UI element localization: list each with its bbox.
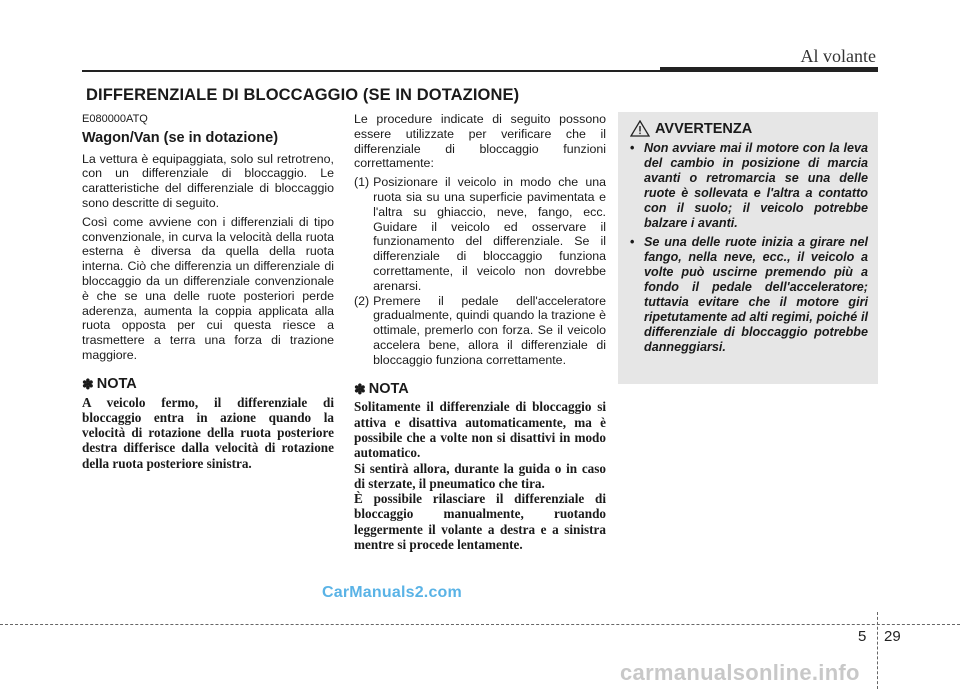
watermark-link[interactable]: CarManuals2.com [322, 584, 462, 601]
warning-text: Non avviare mai il motore con la leva del cambio in posizione di marcia avanti o retromarcia se una delle ruote è sollevata e l'altra a contatto con il suolo; il veicolo potrebbe balzare i avanti. [644, 141, 868, 230]
note-text [82, 395, 334, 471]
column-middle [354, 112, 606, 552]
footer-divider [877, 612, 878, 689]
note-paragraph: È possibile rilasciare il differenziale di bloccaggio manualmente, ruotando leggermente il volante a destra e a sinistra mentre si procede lentamente. [354, 491, 606, 553]
list-number: (2) [354, 293, 370, 308]
page-number: 29 [884, 628, 901, 645]
note-heading [82, 377, 334, 392]
warning-box [618, 112, 878, 384]
note-paragraph: Solitamente il differenziale di bloccaggio si attiva e disattiva automaticamente, ma è possibile che a volte non si disattivi in modo automatico. [354, 399, 606, 461]
paragraph: Le procedure indicate di seguito possono essere utilizzate per verificare che il differenziale di bloccaggio funzioni correttamente: [354, 112, 606, 171]
section-title: DIFFERENZIALE DI BLOCCAGGIO (SE IN DOTAZIONE) [86, 86, 520, 104]
subheading: Wagon/Van (se in dotazione) [82, 129, 279, 146]
note-title: NOTA [96, 375, 137, 392]
paragraph: La vettura è equipaggiata, solo sul retrotreno, con un differenziale di bloccaggio. Le caratteristiche del differenziale di bloccaggio sono descritte di seguito. [82, 151, 334, 210]
bullet-icon: • [630, 141, 635, 155]
warning-title: AVVERTENZA [655, 120, 753, 137]
note-paragraph: A veicolo fermo, il differenziale di bloccaggio entra in azione quando la velocità di rotazione della ruota posteriore destra differisce dalla velocità di rotazione della ruota posteriore sinistra. [82, 394, 334, 471]
warning-heading [630, 120, 868, 137]
note-star-icon: ✽ [354, 380, 366, 397]
note-star-icon: ✽ [82, 375, 94, 392]
header-title: Al volante [800, 46, 876, 66]
header-rule [82, 70, 660, 72]
note-paragraph: Si sentirà allora, durante la guida o in caso di sterzate, il pneumatico che tira. [354, 460, 606, 491]
section-code: E080000ATQ [82, 113, 148, 125]
list-item [354, 175, 606, 293]
footer-rule [0, 624, 960, 625]
note-heading [354, 382, 606, 397]
list-text: Premere il pedale dell'acceleratore gradualmente, quindi quando la trazione è ottimale, premerlo con forza. Se il veicolo accelera bene, allora il differenziale di bloccaggio funziona correttamente. [373, 293, 606, 367]
list-item [354, 294, 606, 368]
chapter-number: 5 [858, 628, 867, 645]
column-left [82, 112, 334, 471]
warning-item [630, 235, 868, 355]
warning-list [630, 141, 868, 355]
list-text: Posizionare il veicolo in modo che una ruota sia su una superficie pavimentata e l'altra su ghiaccio, neve, fango, ecc. Guidare il veicolo ed osservare il funzionamento del differenziale. Se il differenziale di bloccaggio funziona correttamente, il veicolo non dovrebbe arenarsi. [373, 175, 606, 293]
note-text [354, 399, 606, 552]
note-title: NOTA [368, 380, 409, 397]
paragraph: Così come avviene con i differenziali di tipo convenzionale, in curva la velocità della ruota esterna è diversa da quella della ruota interna. Ciò che differenzia un differenziale di bloccaggio da un differenziale convenzionale è che se una delle ruote posteriori perde aderenza, aumenta la coppia applicata alla ruota opposta per cui questa riesce a trasmettere a terra una forza di trazione maggiore. [82, 214, 334, 362]
warning-triangle-icon [630, 120, 650, 137]
header-rule-accent [660, 67, 878, 72]
watermark-footer: carmanualsonline.info [620, 660, 860, 685]
warning-text: Se una delle ruote inizia a girare nel fango, nella neve, ecc., il veicolo a volte può uscirne premendo più a fondo il pedale dell'acceleratore; tuttavia evitare che il motore giri ripetutamente ad alti regimi, poiché il differenziale di bloccaggio potrebbe danneggiarsi. [644, 235, 868, 354]
bullet-icon: • [630, 235, 635, 249]
list-number: (1) [354, 175, 370, 190]
warning-item [630, 141, 868, 231]
